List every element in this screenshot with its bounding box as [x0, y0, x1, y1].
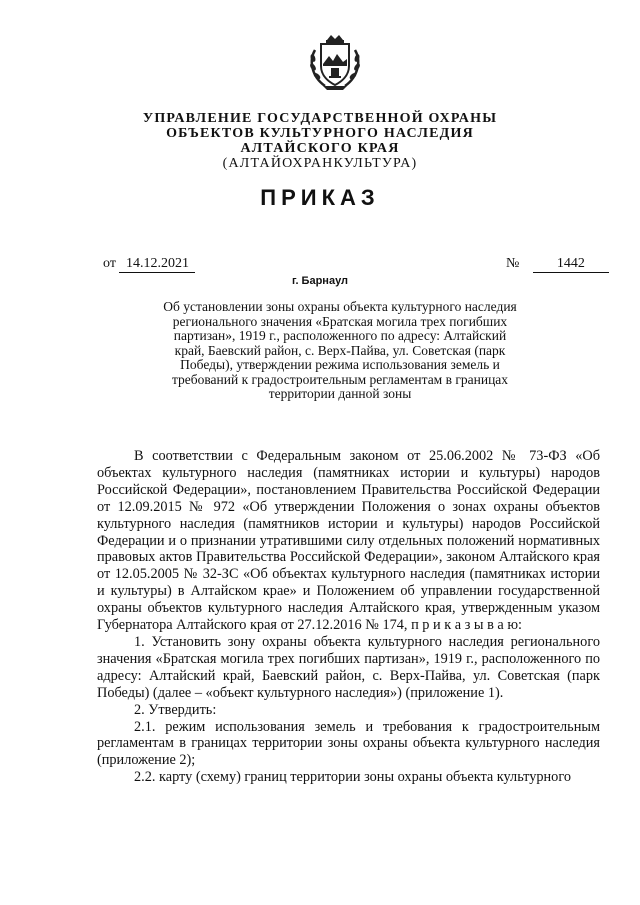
subject-line: край, Баевский район, с. Верх-Пайва, ул. Советская (парк — [174, 342, 506, 358]
subject-line: территории данной зоны — [268, 386, 412, 401]
item-2-2-paragraph: 2.2. карту (схему) границ территории зоны охраны объекта культурного — [134, 769, 571, 786]
item-2-paragraph: 2. Утвердить: — [134, 701, 217, 718]
number-block — [506, 256, 609, 273]
subject-line: Об установлении зоны охраны объекта культурного наследия — [163, 299, 517, 314]
document-date: 14.12.2021 — [119, 256, 195, 273]
org-name-line-3: АЛТАЙСКОГО КРАЯ — [240, 141, 400, 156]
org-name-line-2: ОБЪЕКТОВ КУЛЬТУРНОГО НАСЛЕДИЯ — [166, 126, 474, 141]
city-name: г. Барнаул — [291, 275, 349, 287]
number-prefix: № — [506, 256, 520, 271]
document-body — [97, 448, 600, 786]
subject-line: требований к градостроительным регламентам в границах — [171, 371, 509, 387]
subject-line: регионального значения «Братская могила трех погибших — [172, 313, 508, 329]
subject-line: партизан», 1919 г., расположенного по адресу: Алтайский — [173, 328, 507, 343]
preamble-paragraph: В соответствии с Федеральным законом от 25.06.2002 № 73-ФЗ «Об объектах культурного наследия (памятниках истории и культуры) народов Российской Федерации», постановлением Правительства Российской Федерации от 12.09.2015 № 972 «Об утверждении Положения о зонах охраны объектов культурного наследия (памятников истории и культуры) народов Российской Федерации и о признании утратившими силу отдельных положений нормативных правовых актов Правительства Российской Федерации», законом Алтайского края от 12.05.2005 № 32-ЗС «Об объектах культурного наследия (памятниках истории и культуры) в Алтайском крае» и Положением об управлении государственной охраны объектов культурного наследия Алтайского края, утвержденным указом Губернатора Алтайского края от 27.12.2016 № 174, п р и к а з ы в а ю: — [97, 448, 600, 634]
document-subject — [140, 300, 540, 402]
altai-krai-coat-of-arms-icon — [303, 30, 367, 94]
document-type-title: ПРИКАЗ — [260, 185, 380, 210]
date-prefix: от — [103, 256, 116, 271]
date-block — [103, 256, 195, 273]
item-2-1-paragraph: 2.1. режим использования земель и требования к градостроительным регламентам в границах территории зоны охраны объекта культурного наследия (приложение 2); — [97, 718, 600, 769]
subject-line: Победы), утверждении режима использования земель и — [180, 357, 500, 372]
document-number: 1442 — [533, 256, 609, 273]
item-1-paragraph: 1. Установить зону охраны объекта культурного наследия регионального значения «Братская могила трех погибших партизан», 1919 г., расположенного по адресу: Алтайский край, Баевский район, с. Верх-Пайва, ул. Советская (парк Победы) (далее – «объект культурного наследия») (приложение 1). — [97, 633, 600, 701]
org-short-name: (АЛТАЙОХРАНКУЛЬТУРА) — [222, 156, 418, 171]
org-name-line-1: УПРАВЛЕНИЕ ГОСУДАРСТВЕННОЙ ОХРАНЫ — [142, 111, 498, 126]
